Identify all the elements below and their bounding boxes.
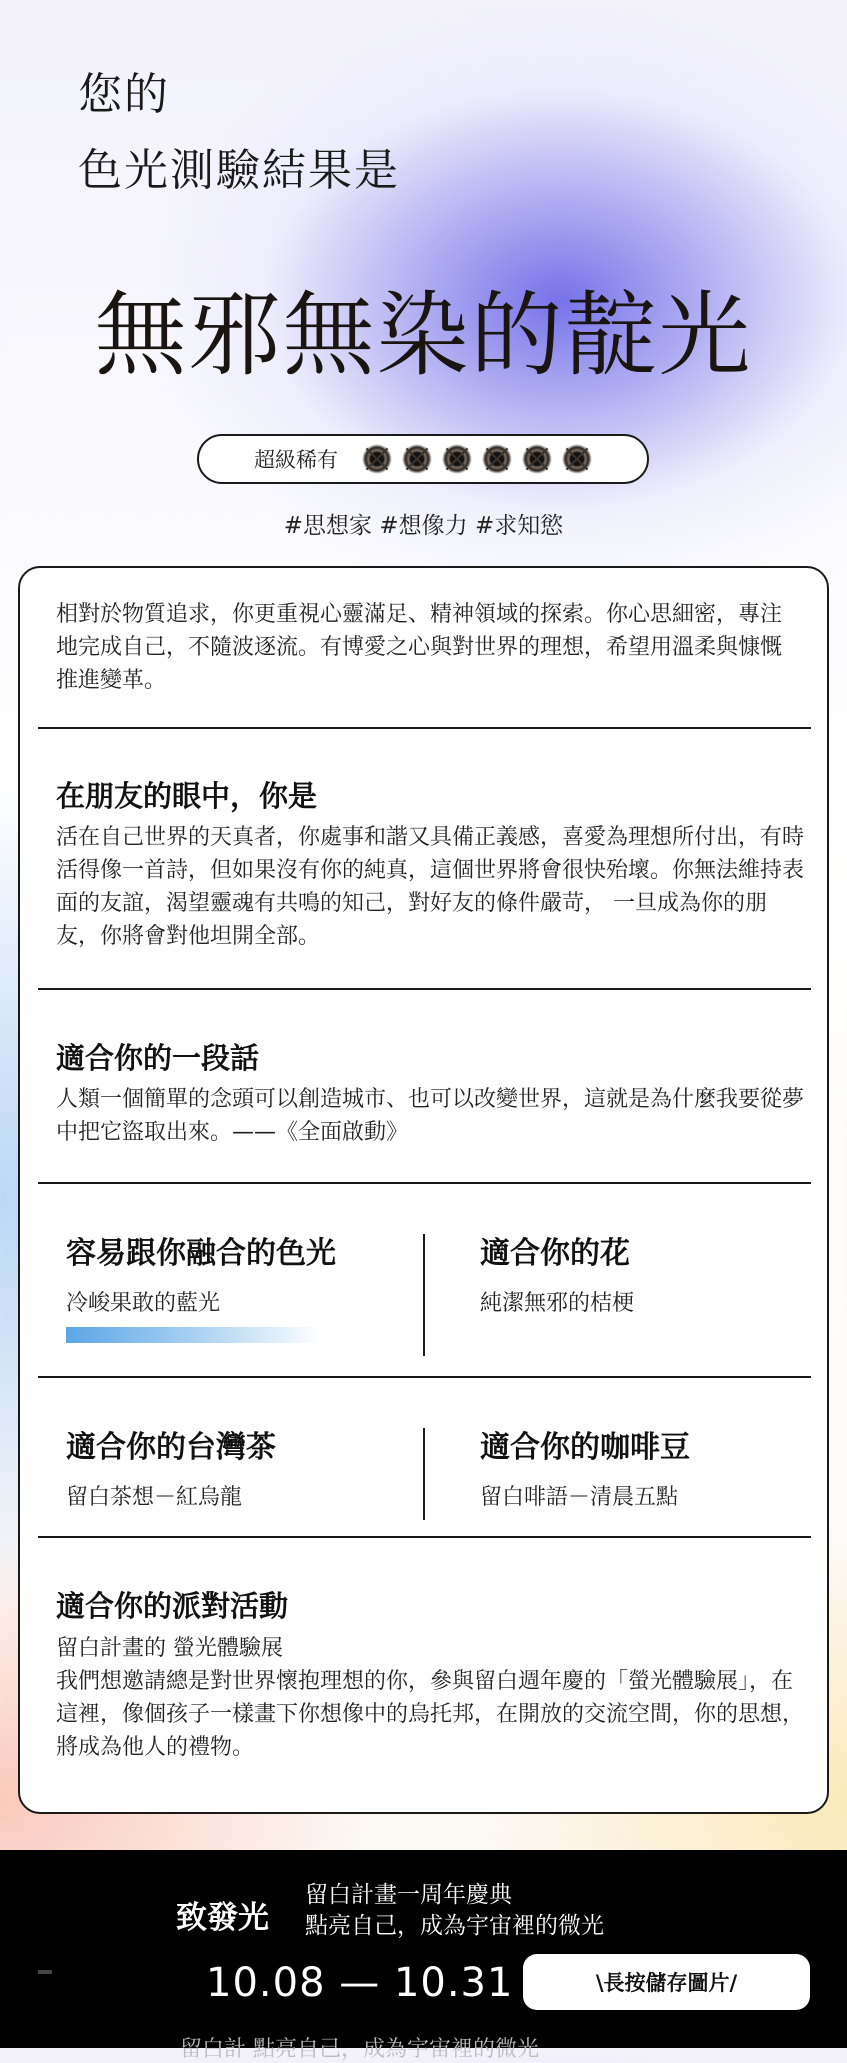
star-icon — [482, 444, 512, 474]
friends-body: 活在自己世界的天真者，你處事和諧又具備正義感，喜愛為理想所付出，有時活得像一首詩，但如果沒有你的純真，這個世界將會很快殆壞。你無法維持表面的友誼，渴望靈魂有共鳴的知己，對好友的條件嚴苛， 一旦成為你的朋友，你將會對他坦開全部。 — [56, 825, 805, 949]
divider — [38, 1376, 811, 1378]
flower-value: 純潔無邪的桔梗 — [480, 1291, 635, 1316]
star-icon — [522, 444, 552, 474]
vertical-divider — [423, 1234, 425, 1356]
party-subtitle: 留白計畫的 螢光體驗展 — [56, 1636, 283, 1661]
header-line-1: 您的 — [78, 69, 170, 120]
footer-desc-line2: 點亮自己，成為宇宙裡的微光 — [305, 1913, 604, 1939]
personality-tags: #思想家 #想像力 #求知慾 — [283, 513, 564, 539]
friends-title: 在朋友的眼中，你是 — [56, 779, 318, 813]
vertical-divider — [423, 1428, 425, 1520]
divider — [38, 988, 811, 990]
header-line-2: 色光測驗結果是 — [78, 145, 400, 196]
star-icon — [402, 444, 432, 474]
match-light-value: 冷峻果敢的藍光 — [66, 1291, 221, 1316]
star-icon — [362, 444, 392, 474]
flower-block — [480, 1228, 810, 1317]
divider — [38, 727, 811, 729]
coffee-value: 留白啡語－清晨五點 — [480, 1485, 679, 1510]
footer-description — [305, 1880, 604, 1942]
corner-mark — [38, 1970, 52, 1974]
match-light-color-bar — [66, 1327, 321, 1343]
result-title: 無邪無染的靛光 — [94, 282, 753, 389]
match-light-title: 容易跟你融合的色光 — [66, 1236, 336, 1271]
tea-block — [66, 1422, 396, 1511]
coffee-block — [480, 1422, 810, 1511]
coffee-title: 適合你的咖啡豆 — [480, 1430, 690, 1465]
footer-desc-line1: 留白計畫一周年慶典 — [305, 1882, 512, 1908]
event-dates: 10.08 — 10.31 — [206, 1960, 514, 2006]
quote-body: 人類一個簡單的念頭可以創造城市、也可以改變世界，這就是為什麼我要從夢中把它盜取出來。——《全面啟動》 — [56, 1087, 805, 1145]
party-title: 適合你的派對活動 — [56, 1589, 289, 1623]
match-light-block — [66, 1228, 396, 1343]
star-icon — [562, 444, 592, 474]
footer-cut-text: 留白計 點亮自己，成為宇宙裡的微光 — [180, 2037, 539, 2062]
rarity-badge — [197, 434, 649, 484]
rarity-label: 超級稀有 — [254, 448, 338, 472]
save-image-button[interactable]: \長按儲存圖片/ — [523, 1954, 810, 2010]
footer-banner — [0, 1850, 847, 2062]
intro-text: 相對於物質追求，你更重視心靈滿足、精神領域的探索。你心思細密，專注地完成自己，不隨波逐流。有博愛之心與對世界的理想，希望用溫柔與慷慨推進變革。 — [56, 602, 783, 693]
result-card — [18, 566, 829, 1814]
divider — [38, 1182, 811, 1184]
tea-title: 適合你的台灣茶 — [66, 1430, 276, 1465]
flower-title: 適合你的花 — [480, 1236, 630, 1271]
tea-value: 留白茶想－紅烏龍 — [66, 1485, 243, 1510]
star-icon — [442, 444, 472, 474]
party-body: 我們想邀請總是對世界懷抱理想的你，參與留白週年慶的「螢光體驗展」，在這裡，像個孩子一樣畫下你想像中的烏托邦，在開放的交流空間，你的思想，將成為他人的禮物。 — [56, 1669, 805, 1760]
divider — [38, 1536, 811, 1538]
quote-title: 適合你的一段話 — [56, 1041, 260, 1075]
footer-brand: 致發光 — [176, 1900, 269, 1936]
